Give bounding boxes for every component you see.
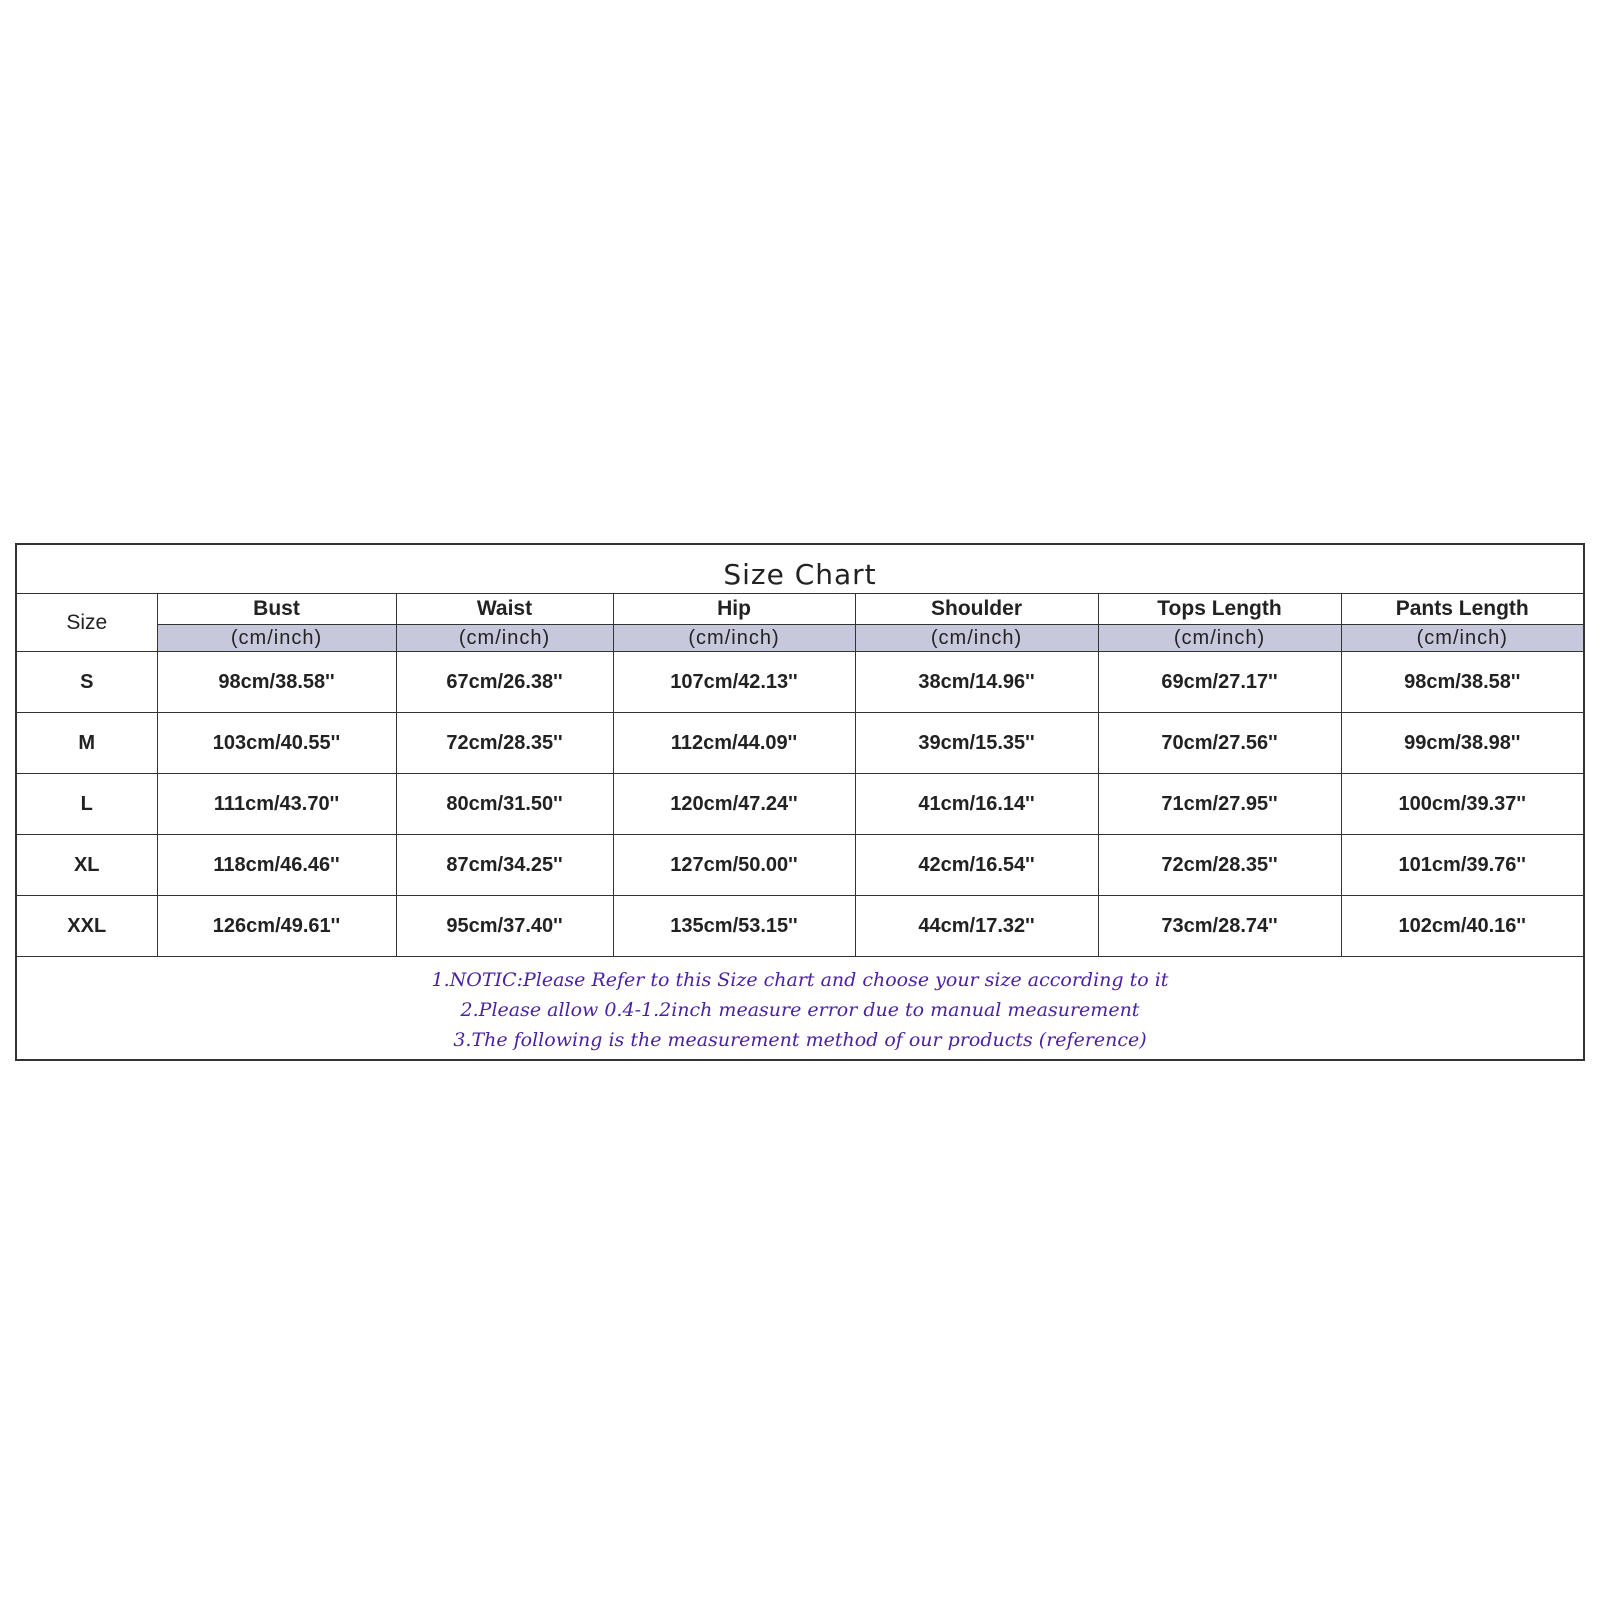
size-cell: L [17,774,157,835]
table-cell: 38cm/14.96'' [855,652,1098,713]
table-row [17,652,1583,713]
unit-row [17,625,1583,652]
table-cell: 118cm/46.46'' [157,835,396,896]
table-cell: 98cm/38.58'' [1341,652,1583,713]
table-cell: 42cm/16.54'' [855,835,1098,896]
table-cell: 80cm/31.50'' [396,774,613,835]
note-line: 2.Please allow 0.4-1.2inch measure error due to manual measurement [460,999,1140,1021]
unit-label: (cm/inch) [613,625,855,652]
table-cell: 39cm/15.35'' [855,713,1098,774]
table-cell: 44cm/17.32'' [855,896,1098,957]
size-cell: XXL [17,896,157,957]
unit-label: (cm/inch) [1098,625,1341,652]
unit-label: (cm/inch) [1341,625,1583,652]
table-row [17,713,1583,774]
unit-label: (cm/inch) [396,625,613,652]
column-header-pants-length: Pants Length [1341,594,1583,625]
column-header-tops-length: Tops Length [1098,594,1341,625]
size-cell: S [17,652,157,713]
column-header-shoulder: Shoulder [855,594,1098,625]
table-cell: 98cm/38.58'' [157,652,396,713]
unit-label: (cm/inch) [855,625,1098,652]
table-cell: 67cm/26.38'' [396,652,613,713]
table-cell: 101cm/39.76'' [1341,835,1583,896]
header-row [17,594,1583,625]
table-cell: 111cm/43.70'' [157,774,396,835]
table-cell: 107cm/42.13'' [613,652,855,713]
unit-label: (cm/inch) [157,625,396,652]
table-cell: 72cm/28.35'' [396,713,613,774]
column-header-bust: Bust [157,594,396,625]
table-cell: 112cm/44.09'' [613,713,855,774]
table-cell: 73cm/28.74'' [1098,896,1341,957]
table-cell: 102cm/40.16'' [1341,896,1583,957]
chart-title: Size Chart [723,558,877,591]
size-header: Size [17,594,157,652]
column-header-waist: Waist [396,594,613,625]
size-table [17,593,1583,957]
note-line: 3.The following is the measurement method of our products (reference) [453,1029,1147,1051]
size-cell: M [17,713,157,774]
table-cell: 69cm/27.17'' [1098,652,1341,713]
table-cell: 41cm/16.14'' [855,774,1098,835]
table-cell: 126cm/49.61'' [157,896,396,957]
table-cell: 103cm/40.55'' [157,713,396,774]
table-cell: 100cm/39.37'' [1341,774,1583,835]
table-cell: 71cm/27.95'' [1098,774,1341,835]
notes-section [17,960,1583,1055]
table-cell: 120cm/47.24'' [613,774,855,835]
table-cell: 72cm/28.35'' [1098,835,1341,896]
table-row [17,774,1583,835]
table-cell: 99cm/38.98'' [1341,713,1583,774]
table-cell: 135cm/53.15'' [613,896,855,957]
column-header-hip: Hip [613,594,855,625]
table-row [17,835,1583,896]
table-cell: 87cm/34.25'' [396,835,613,896]
size-cell: XL [17,835,157,896]
table-cell: 95cm/37.40'' [396,896,613,957]
table-cell: 127cm/50.00'' [613,835,855,896]
note-line: 1.NOTIC:Please Refer to this Size chart and choose your size according to it [431,969,1169,991]
table-cell: 70cm/27.56'' [1098,713,1341,774]
size-chart [15,543,1585,1061]
table-row [17,896,1583,957]
